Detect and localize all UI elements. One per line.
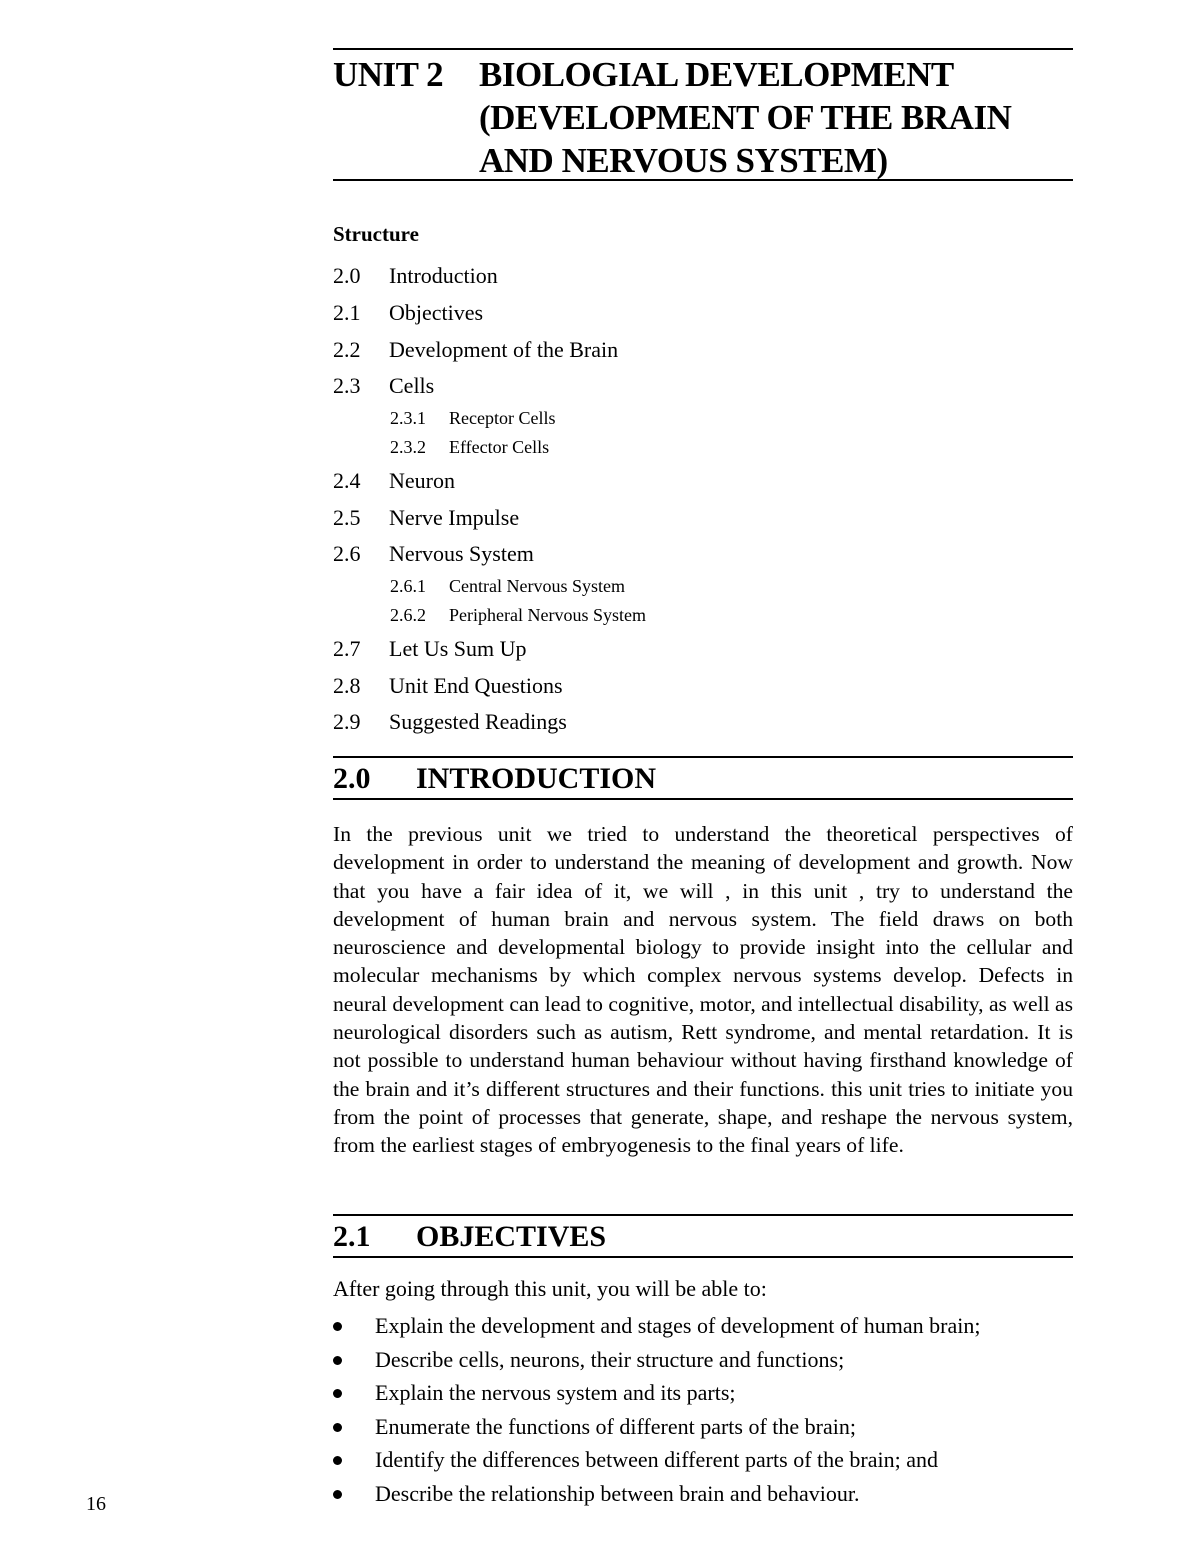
list-item-text: Identify the differences between different parts of the brain; and — [375, 1447, 939, 1472]
toc-item-label: Peripheral Nervous System — [449, 605, 646, 625]
section-number: 2.0 — [333, 762, 371, 795]
toc-item-number: 2.6.1 — [390, 576, 426, 596]
bullet-icon — [333, 1423, 342, 1432]
toc-item-label: Unit End Questions — [389, 673, 563, 698]
toc-item-label: Effector Cells — [449, 437, 550, 457]
objectives-top-rule — [333, 1214, 1073, 1216]
toc-item-number: 2.3.1 — [390, 408, 426, 428]
toc-item-number: 2.2 — [333, 337, 361, 362]
toc-item-number: 2.7 — [333, 636, 361, 661]
objectives-bottom-rule — [333, 1256, 1073, 1258]
toc-item-number: 2.3 — [333, 373, 361, 398]
unit-title-line: AND NERVOUS SYSTEM) — [479, 141, 888, 180]
toc-item-label: Let Us Sum Up — [389, 636, 527, 661]
toc-item-number: 2.5 — [333, 505, 361, 530]
toc-item-label: Nervous System — [389, 541, 534, 566]
toc-item-label: Nerve Impulse — [389, 505, 520, 530]
bullet-icon — [333, 1322, 342, 1331]
list-item-text: Describe the relationship between brain and behaviour. — [375, 1481, 860, 1506]
structure-heading: Structure — [333, 222, 419, 246]
list-item-text: Explain the nervous system and its parts; — [375, 1380, 736, 1405]
intro-bottom-rule — [333, 798, 1073, 800]
section-title: OBJECTIVES — [416, 1220, 607, 1253]
bullet-icon — [333, 1490, 342, 1499]
list-item-text: Explain the development and stages of development of human brain; — [375, 1313, 981, 1338]
title-top-rule — [333, 48, 1073, 50]
unit-number: UNIT 2 — [333, 55, 444, 94]
bullet-icon — [333, 1389, 342, 1398]
introduction-paragraph: In the previous unit we tried to understand the theoretical perspectives of development in order to understand the meaning of development and growth. Now that you have a fair idea of it, we will , in this unit , try to understand the development of human brain and nervous system. The field draws on both neuroscience and developmental biology to provide insight into the cellular and molecular mechanisms by which complex nervous systems develop. Defects in neural development can lead to cognitive, motor, and intellectual disability, as well as neurological disorders such as autism, Rett syndrome, and mental retardation. It is not possible to understand human behaviour without having firsthand knowledge of the brain and it’s different structures and their functions. this unit tries to initiate you from the point of processes that generate, shape, and reshape the nervous system, from the earliest stages of embryogenesis to the final years of life. — [333, 822, 1073, 1158]
toc-item-label: Receptor Cells — [449, 408, 556, 428]
unit-title-line: (DEVELOPMENT OF THE BRAIN — [479, 98, 1012, 137]
toc-item-label: Cells — [389, 373, 435, 398]
section-title: INTRODUCTION — [416, 762, 657, 795]
toc-item-number: 2.4 — [333, 468, 361, 493]
unit-title-line: BIOLOGIAL DEVELOPMENT — [479, 55, 954, 94]
unit-title-text — [479, 53, 1079, 182]
toc-item-number: 2.8 — [333, 673, 361, 698]
toc-item-number: 2.0 — [333, 263, 361, 288]
section-number: 2.1 — [333, 1220, 371, 1253]
toc-item-number: 2.3.2 — [390, 437, 426, 457]
toc-item-label: Objectives — [389, 300, 484, 325]
bullet-icon — [333, 1456, 342, 1465]
toc-item-number: 2.6.2 — [390, 605, 426, 625]
toc-item-label: Development of the Brain — [389, 337, 619, 362]
toc-item-label: Introduction — [389, 263, 498, 288]
toc-item-label: Neuron — [389, 468, 455, 493]
objectives-lead: After going through this unit, you will be able to: — [333, 1276, 767, 1301]
page-number: 16 — [86, 1493, 106, 1515]
toc-item-number: 2.1 — [333, 300, 361, 325]
title-bottom-rule — [333, 179, 1073, 181]
toc-item-number: 2.9 — [333, 709, 361, 734]
toc-item-number: 2.6 — [333, 541, 361, 566]
list-item-text: Describe cells, neurons, their structure and functions; — [375, 1347, 845, 1372]
toc-item-label: Central Nervous System — [449, 576, 625, 596]
intro-top-rule — [333, 756, 1073, 758]
list-item-text: Enumerate the functions of different parts of the brain; — [375, 1414, 856, 1439]
toc-item-label: Suggested Readings — [389, 709, 567, 734]
bullet-icon — [333, 1356, 342, 1365]
